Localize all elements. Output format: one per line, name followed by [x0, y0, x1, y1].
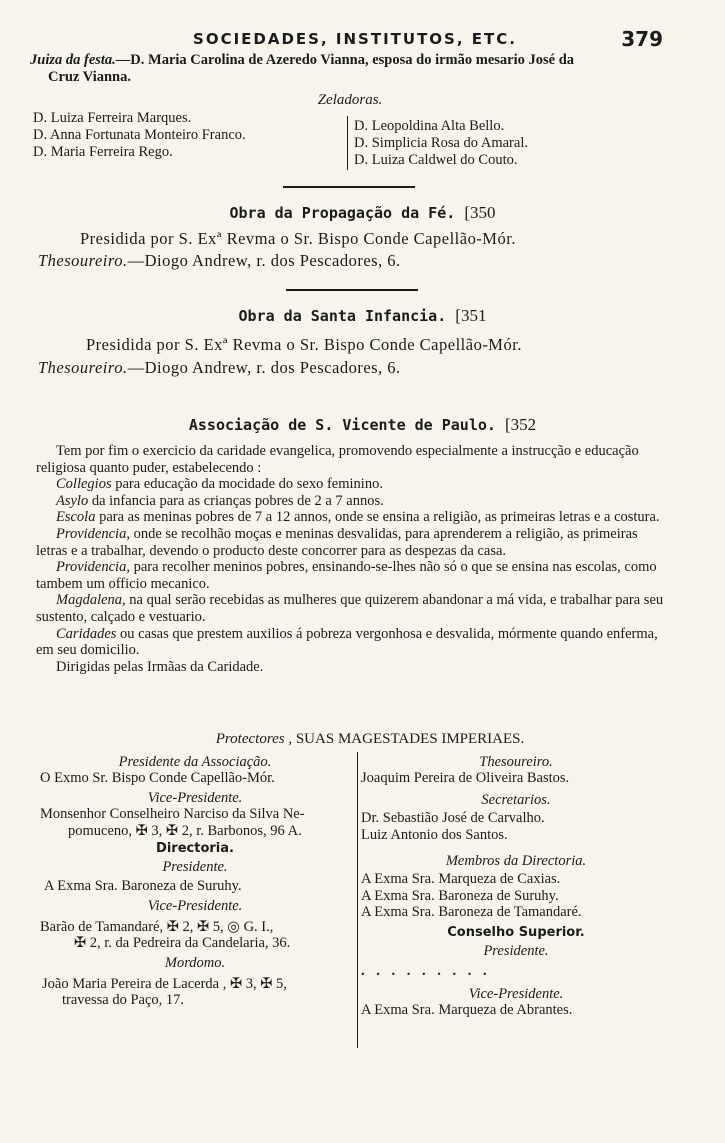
vicente-item: Providencia, para recolher meninos pobres, ensinando-se-lhes não só o que se ensina nas escolas, como tambem um officio mecanico.	[36, 559, 657, 592]
thesoureiro-label: Thesoureiro.	[479, 754, 553, 770]
mordomo-name-2: travessa do Paço, 17.	[62, 992, 185, 1009]
vicente-item: Collegios para educação da mocidade do sexo feminino.	[56, 476, 383, 493]
juiza-cont: Cruz Vianna.	[48, 69, 131, 85]
vicente-title: Associação de S. Vicente de Paulo. [352	[188, 415, 537, 434]
left-column	[36, 754, 354, 1009]
zeladoras-right	[354, 118, 684, 169]
zeladoras-left	[33, 110, 343, 161]
right-column	[361, 754, 671, 1019]
cons-presidente-label: Presidente.	[483, 943, 549, 960]
protectors-line: Protectores , SUAS MAGESTADES IMPERIAES.	[215, 731, 525, 747]
zeladora-right-3: D. Luiza Caldwel do Couto.	[354, 152, 518, 168]
vicente-item: Providencia, onde se recolhão moças e meninas desvalidas, para aprenderem a religião, as primeiras letras e a trabalhar, devendo o producto deste concorrer para as despezas da casa.	[36, 525, 638, 559]
vicente-item: Asylo da infancia para as crianças pobres de 2 a 7 annos.	[56, 492, 384, 509]
zeladora-left-2: D. Anna Fortunata Monteiro Franco.	[33, 127, 246, 143]
propagacao-treasurer: Thesoureiro.—Diogo Andrew, r. dos Pescadores, 6.	[38, 251, 401, 270]
zeladoras-divider	[347, 116, 348, 170]
zeladora-left-1: D. Luiza Ferreira Marques.	[33, 110, 192, 126]
propagacao-presidency: Presidida por S. Exª Revma o Sr. Bispo Conde Capellão-Mór.	[80, 229, 516, 248]
infancia-title: Obra da Santa Infancia. [351	[238, 306, 487, 325]
vicente-closing: Dirigidas pelas Irmãas da Caridade.	[56, 658, 264, 675]
vicente-item: Magdalena, na qual serão recebidas as mulheres que quizerem abandonar a má vida, e trabalhar para seu sustento, calçado e vestuario.	[36, 592, 664, 625]
dir-vice-name-1: Barão de Tamandaré, ✠ 2, ✠ 5, ◎ G. I.,	[40, 918, 274, 935]
membro-1: A Exma Sra. Marqueza de Caxias.	[361, 871, 561, 888]
page-header	[0, 27, 725, 54]
dir-presidente-label: Presidente.	[162, 859, 228, 876]
membro-2: A Exma Sra. Baroneza de Suruhy.	[361, 887, 559, 904]
infancia-treasurer: Thesoureiro.—Diogo Andrew, r. dos Pescadores, 6.	[38, 358, 401, 377]
mordomo-label: Mordomo.	[164, 955, 226, 972]
membro-3: A Exma Sra. Baroneza de Tamandaré.	[361, 904, 582, 921]
juiza-entry	[30, 52, 670, 86]
conselho-heading: Conselho Superior.	[447, 924, 585, 940]
vice-label: Vice-Presidente.	[147, 789, 243, 806]
directoria-heading: Directoria.	[156, 841, 234, 857]
page-number: 379	[621, 27, 663, 51]
vicente-body	[36, 443, 668, 675]
divider-rule	[286, 289, 418, 291]
vicente-item: Escola para as meninas pobres de 7 a 12 annos, onde se ensina a religião, as primeiras letras e a costura.	[56, 509, 660, 526]
zeladora-right-2: D. Simplicia Rosa do Amaral.	[354, 135, 528, 151]
divider-rule	[283, 186, 415, 188]
membros-label: Membros da Directoria.	[445, 853, 587, 870]
cons-vice-label: Vice-Presidente.	[468, 985, 564, 1002]
infancia-presidency: Presidida por S. Exª Revma o Sr. Bispo Conde Capellão-Mór.	[86, 335, 522, 354]
vice-name-1: Monsenhor Conselheiro Narciso da Silva Ne-	[40, 806, 305, 823]
mordomo-name-1: João Maria Pereira de Lacerda , ✠ 3, ✠ 5,	[42, 975, 287, 992]
zeladora-left-3: D. Maria Ferreira Rego.	[33, 144, 173, 160]
presidente-name: O Exmo Sr. Bispo Conde Capellão-Mór.	[40, 770, 275, 787]
dots-leader: . . . . . . . . .	[361, 963, 491, 980]
vice-name-2: pomuceno, ✠ 3, ✠ 2, r. Barbonos, 96 A.	[68, 822, 302, 839]
propagacao-title: Obra da Propagação da Fé. [350	[229, 203, 496, 222]
dir-vice-label: Vice-Presidente.	[147, 898, 243, 915]
thesoureiro-name: Joaquim Pereira de Oliveira Bastos.	[361, 770, 570, 787]
presidente-label: Presidente da Associação.	[118, 754, 272, 770]
dir-vice-name-2: ✠ 2, r. da Pedreira da Candelaria, 36.	[74, 935, 291, 952]
vicente-item: Caridades ou casas que prestem auxilios á pobreza vergonhosa e desvalida, mórmente quando enferma, em seu domicilio.	[36, 625, 658, 659]
secretario-1: Dr. Sebastião José de Carvalho.	[361, 810, 545, 827]
zeladora-right-1: D. Leopoldina Alta Bello.	[354, 118, 505, 134]
secretario-2: Luiz Antonio dos Santos.	[361, 826, 508, 843]
dir-presidente-name: A Exma Sra. Baroneza de Suruhy.	[44, 877, 242, 894]
cons-vice-name: A Exma Sra. Marqueza de Abrantes.	[361, 1002, 573, 1019]
juiza-label: Juiza da festa.	[30, 52, 116, 68]
vicente-intro: Tem por fim o exercicio da caridade evangelica, promovendo especialmente a instrucção e educação religiosa quanto puder, estabelecendo :	[36, 443, 639, 476]
zeladoras-heading: Zeladoras.	[317, 92, 383, 108]
running-title: SOCIEDADES, INSTITUTOS, ETC.	[193, 30, 517, 48]
juiza-text: —D. Maria Carolina de Azeredo Vianna, esposa do irmão mesario José da	[115, 52, 575, 68]
secretarios-label: Secretarios.	[481, 791, 551, 808]
columns-divider	[357, 752, 358, 1048]
